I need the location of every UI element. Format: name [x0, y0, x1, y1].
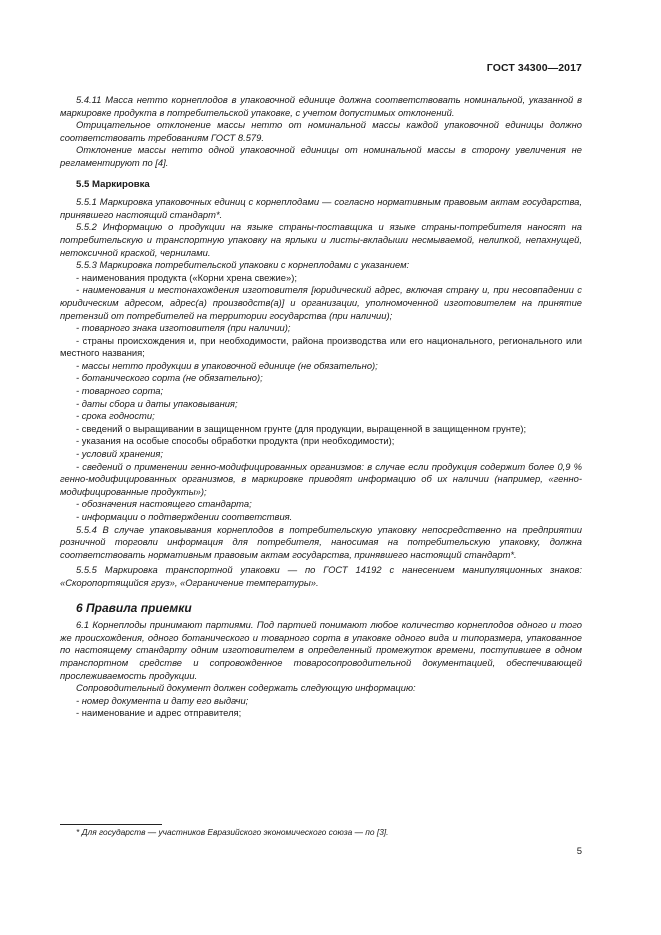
list-item: - массы нетто продукции в упаковочной единице (не обязательно); — [76, 359, 378, 371]
page-number: 5 — [576, 846, 582, 857]
paragraph-accompanying-document: Сопроводительный документ должен содержать следующую информацию: — [76, 682, 416, 694]
clause-5-5-2: 5.5.2 Информацию о продукции на языке страны-поставщика и языке страны-потребителя наносят на потребительскую и транспортную упаковку на ярлыки и листы-вкладыши несмываемой, нелипкой, непахнущей, нетоксичной краской, чернилами. — [60, 221, 582, 258]
list-item: - срока годности; — [76, 410, 155, 422]
list-item: - обозначения настоящего стандарта; — [76, 498, 252, 510]
footnote: * Для государств — участников Евразийского экономического союза — по [3]. — [76, 827, 389, 837]
paragraph-negative-deviation: Отрицательное отклонение массы нетто от номинальной массы каждой упаковочной единицы должно соответствовать требованиям ГОСТ 8.579. — [60, 119, 582, 143]
list-item: - даты сбора и даты упаковывания; — [76, 397, 238, 409]
list-item: - наименования продукта («Корни хрена свежие»); — [76, 271, 297, 283]
clause-5-4-11: 5.4.11 Масса нетто корнеплодов в упаковочной единице должна соответствовать номинальной, указанной в маркировке продукта в потребительской упаковке, с учетом допустимых отклонений. — [60, 94, 582, 118]
list-item: - условий хранения; — [76, 448, 164, 460]
list-item: - наименования и местонахождения изготовителя [юридический адрес, включая страну и, при несовпадении с юридическим адресом, адрес(а) производств(а)] и организации, уполномоченной изготовителем на принятие претензий от потребителей на территории государства (при наличии); — [60, 284, 582, 321]
clause-5-5-1: 5.5.1 Маркировка упаковочных единиц с корнеплодами — согласно нормативным правовым актам государства, принявшего настоящий стандарт*. — [60, 196, 582, 220]
clause-6-1: 6.1 Корнеплоды принимают партиями. Под партией понимают любое количество корнеплодов одного и того же происхождения, одного ботанического и товарного сорта в упаковке одного вида и типоразмера, упакованное по настоящему стандарту одним изготовителем в определенный промежуток времени, поступившее в одном транспортном средстве и сопровожденное товаросопроводительной документацией, обеспечивающей прослеживаемость продукции. — [60, 619, 582, 681]
list-item: - наименование и адрес отправителя; — [76, 707, 242, 719]
list-item: - указания на особые способы обработки продукта (при необходимости); — [76, 435, 395, 447]
list-item: - страны происхождения и, при необходимости, района производства или его национального, регионального или местного названия; — [60, 334, 582, 359]
list-item: - товарного сорта; — [76, 385, 164, 397]
list-item: - номер документа и дату его выдачи; — [76, 694, 249, 706]
list-item: - сведений о выращивании в защищенном грунте (для продукции, выращенной в защищенном грунте); — [76, 422, 527, 434]
list-item: - информации о подтверждении соответствия. — [76, 511, 293, 522]
paragraph-positive-deviation: Отклонение массы нетто одной упаковочной единицы от номинальной массы в сторону увеличения не регламентируют по [4]. — [60, 144, 582, 168]
clause-5-5-3: 5.5.3 Маркировка потребительской упаковки с корнеплодами с указанием: — [76, 259, 410, 271]
list-item: - ботанического сорта (не обязательно); — [76, 372, 263, 384]
list-item: - товарного знака изготовителя (при наличии); — [76, 322, 291, 334]
clause-5-5-4: 5.5.4 В случае упаковывания корнеплодов в потребительскую упаковку непосредственно на предприятии розничной торговли информация для потребителя, наносимая на потребительскую упаковку, должна соответствовать нормативным правовым актам государства, принявшего настоящий стандарт*. — [60, 523, 582, 560]
clause-5-5-5: 5.5.5 Маркировка транспортной упаковки — по ГОСТ 14192 с нанесением манипуляционных знаков: «Скоропортящийся груз», «Ограничение температуры». — [60, 564, 582, 588]
section-heading-5-5: 5.5 Маркировка — [76, 178, 150, 190]
page-content — [60, 94, 582, 720]
list-item: - сведений о применении генно-модифицированных организмов: в случае если продукция содержит более 0,9 % генно-модифицированных организмов, в маркировке приводят информацию об их наличии (например, «генно-модифицированные продукты»); — [60, 460, 582, 497]
section-heading-6: 6 Правила приемки — [76, 600, 192, 615]
document-code: ГОСТ 34300—2017 — [486, 62, 582, 74]
footnote-separator — [60, 824, 162, 825]
